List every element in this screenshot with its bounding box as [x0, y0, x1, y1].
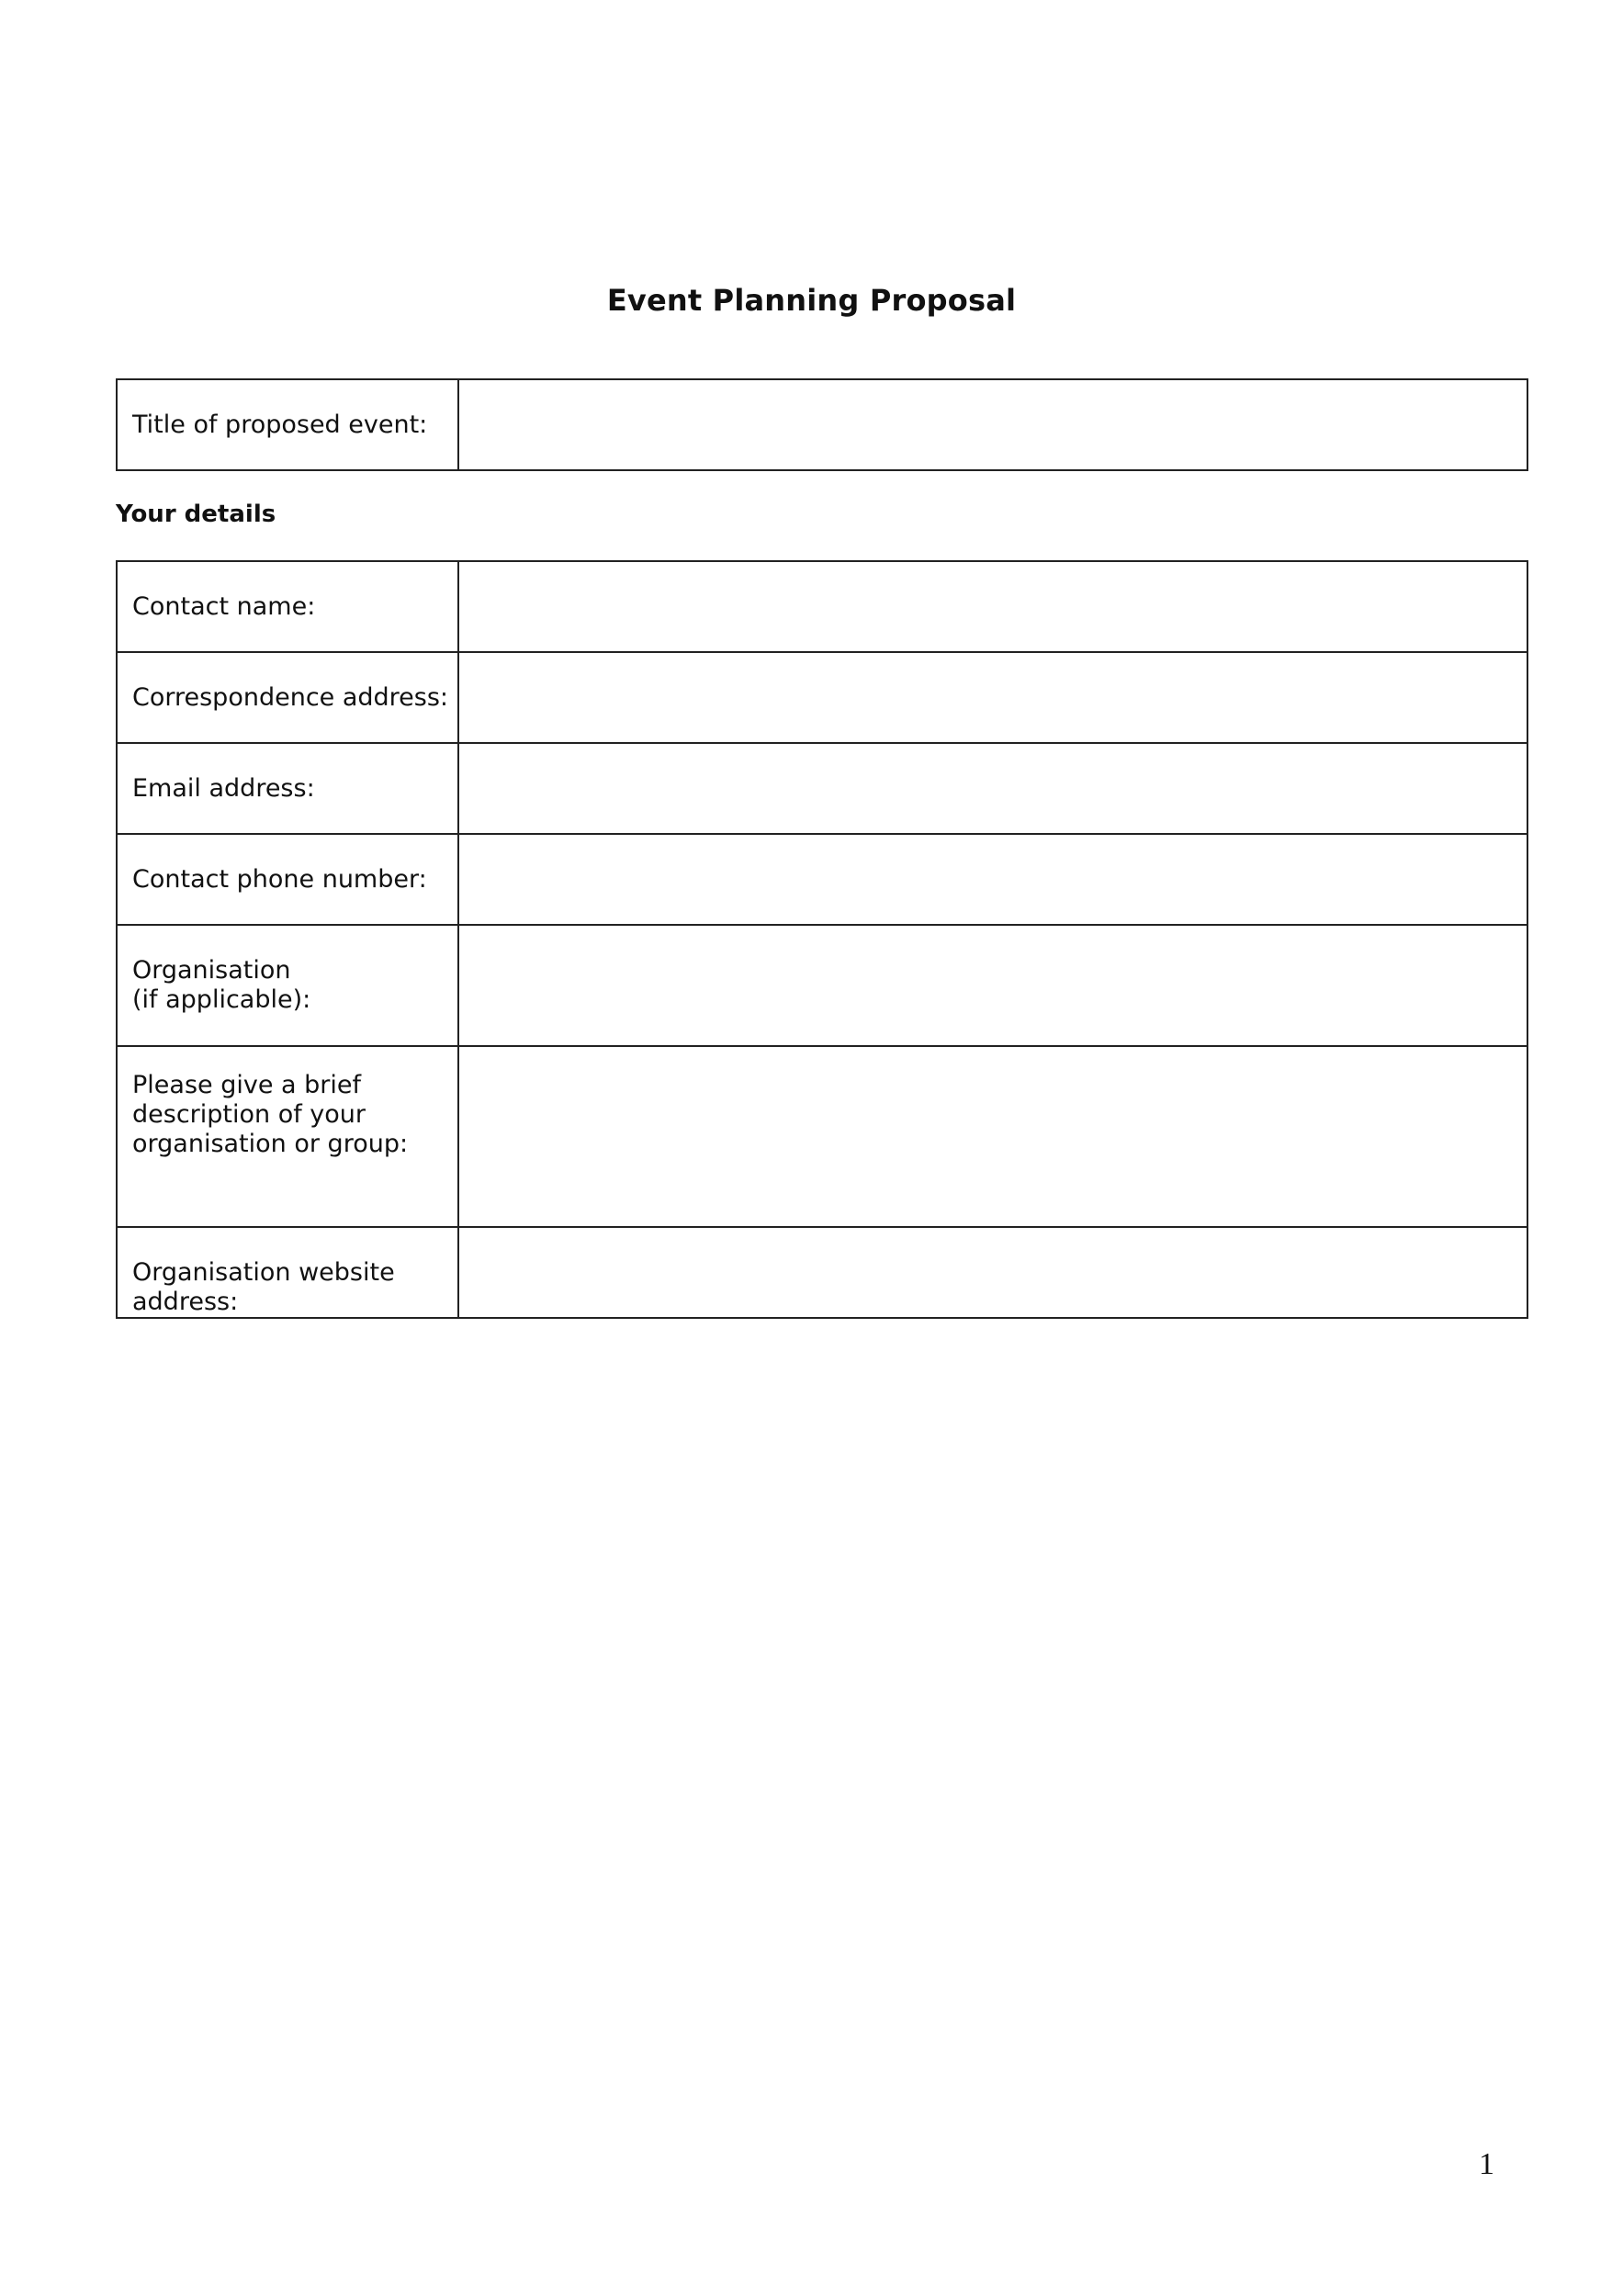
organisation-website-input[interactable] [459, 1259, 1527, 1287]
table-row [117, 925, 1527, 1046]
correspondence-address-cell [458, 652, 1527, 743]
your-details-table [116, 560, 1528, 1319]
email-address-label: Email address: [117, 743, 458, 834]
contact-phone-input[interactable] [459, 866, 1527, 894]
correspondence-address-input[interactable] [459, 684, 1527, 712]
table-row [117, 652, 1527, 743]
contact-phone-cell [458, 834, 1527, 925]
organisation-website-label: Organisation website address: [117, 1227, 458, 1318]
event-title-label: Title of proposed event: [117, 379, 458, 470]
table-row [117, 834, 1527, 925]
contact-name-cell [458, 561, 1527, 652]
organisation-description-textarea[interactable] [459, 1102, 1527, 1172]
contact-name-input[interactable] [459, 593, 1527, 621]
contact-phone-label: Contact phone number: [117, 834, 458, 925]
organisation-label: Organisation (if applicable): [117, 925, 458, 1046]
event-title-cell [458, 379, 1527, 470]
correspondence-address-label: Correspondence address: [117, 652, 458, 743]
organisation-website-cell [458, 1227, 1527, 1318]
organisation-description-cell [458, 1046, 1527, 1227]
contact-name-label: Contact name: [117, 561, 458, 652]
event-title-row [117, 379, 1527, 470]
page-title: Event Planning Proposal [606, 283, 1017, 318]
organisation-cell [458, 925, 1527, 1046]
email-address-input[interactable] [459, 775, 1527, 803]
organisation-description-label: Please give a brief description of your organisation or group: [117, 1046, 458, 1227]
table-row [117, 1227, 1527, 1318]
table-row [117, 743, 1527, 834]
event-title-input[interactable] [459, 411, 1527, 439]
event-title-table [116, 378, 1528, 471]
section-heading-your-details: Your details [116, 501, 276, 528]
organisation-input[interactable] [459, 972, 1527, 999]
page-number: 1 [1479, 2147, 1494, 2181]
email-address-cell [458, 743, 1527, 834]
table-row [117, 561, 1527, 652]
table-row [117, 1046, 1527, 1227]
